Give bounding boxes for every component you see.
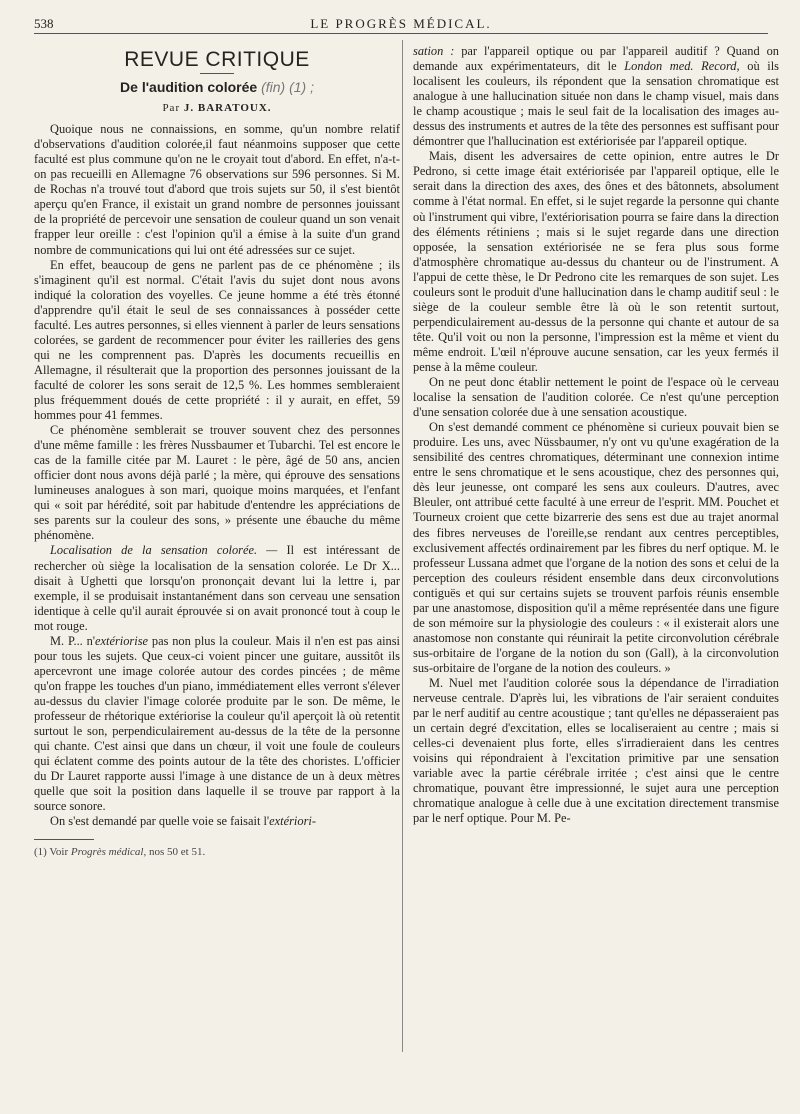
italic-term: London med. Record, — [624, 59, 740, 74]
paragraph-text: pas non plus la couleur. Mais il n'en est pas ainsi pour tous les sujets. Que ceux-ci voient pincer une guitare, aussitôt ils apercevront une image colorée autour des cordes pincées ; de même qu'on frappe les touches d'un piano, immédiatement elles verront s'élever au-dessus du clavier l'image colorée produite par le son. De même, le professeur de rhétorique extériorise la couleur qu'il aperçoit là où retentit surtout le son, perpendiculairement au-dessus de la tête de la personne qui chante. C'est ainsi que dans un chœur, il voit une foule de couleurs qui éclatent comme des points autour de la tête des choristes. L'officier du Dr Lauret rapporte aussi l'image à une distance de un à deux mètres quelle que soit la position dans laquelle il se trouve par rapport à la source sonore. — [34, 633, 400, 814]
italic-term: extériori- — [269, 814, 316, 829]
column-divider — [402, 40, 403, 1052]
footnote-rule — [34, 839, 94, 840]
paragraph-text: On s'est demandé par quelle voie se faisait l' — [50, 814, 270, 829]
paragraph — [413, 44, 779, 149]
left-column — [34, 44, 400, 859]
author-name: J. BARATOUX. — [183, 102, 272, 115]
footnote-journal: Progrès médical, — [70, 846, 147, 859]
italic-term: extériorise — [95, 633, 149, 648]
paragraph-text: Il est intéressant de rechercher où siège la localisation de la sensation colorée. Le Dr X... disait à Ughetti que lorsqu'on prononçait devant lui la lettre i, par exemple, il se produisait instantanément dans son cerveau une sensation identique à celle qu'il aurait éprouvée si on avait prononcé tout à coup le mot rouge. — [34, 543, 401, 633]
footnote-text: nos 50 et 51. — [146, 846, 206, 859]
footnote-text: (1) Voir — [34, 846, 71, 859]
subsection-heading: Localisation de la sensation colorée. — — [50, 543, 278, 558]
right-column — [413, 44, 779, 826]
footnote — [34, 845, 400, 859]
paragraph-text: M. P... n' — [50, 633, 96, 648]
paragraph: M. Nuel met l'audition colorée sous la dépendance de l'irradiation nerveuse centrale. D'après lui, les vibrations de l'air seraient conduites par le nerf auditif au centre acoustique ; tant qu'elles ne dépasseraient pas un certain degré d'excitation, elles se localiseraient au centre ; mais si celles-ci devenaient plus forte, elles s'irradieraient dans les centres voisins qui répondraient à l'excitation primitive par une sensation variable avec la partie cérébrale irritée ; c'est ainsi que le centre chromatique, pouvant être impressionné, le sujet aura une perception chromatique analogue à celle due à une excitation directement transmise par le nerf optique. Pour M. Pe- — [413, 675, 779, 826]
section-title: REVUE CRITIQUE — [124, 48, 310, 71]
page-number: 538 — [34, 16, 54, 31]
article-title — [34, 80, 400, 95]
title-rule — [200, 73, 234, 74]
header-rule — [34, 33, 768, 34]
byline — [34, 101, 400, 116]
paragraph: On s'est demandé comment ce phénomène si curieux pouvait bien se produire. Les uns, avec Nüssbaumer, n'y ont vu qu'une exagération de la sensibilité des centres chromatiques, déterminant une connexion intime entre le sens chromatique et le sens acoustique, chez des personnes qui, dès leur jeunesse, ont comparé les sens aux couleurs. D'autres, avec Bleuler, ont attribué cette faculté à une erreur de l'esprit. MM. Pouchet et Tourneux croient que cette bizarrerie des sens est due au trajet anormal des fibres nerveuses de l'oreille,se rendant aux centres perceptibles, exclusivement affectés ordinairement par les fibres du nerf optique. M. le professeur Lussana admet que l'organe de la notion des sons et celui de la perception des couleurs résident ensemble dans deux circonvolutions contiguës et qui sur certains sujets se trouvent parfois réunis ensemble par une anastomose, disposition qu'il a même représentée dans une figure de son mémoire sur la physiologie des couleurs : « il existerait alors une anastomose non constante qui réunirait la petite circonvolution cérébrale sus-orbitaire de l'organe de la notion du son (Gall), à la circonvolution sus-orbitaire de l'organe de la notion des couleurs. » — [413, 420, 779, 675]
paragraph-text: par l'appareil optique ou par l'appareil auditif ? Quand on demande aux expérimentateurs, dit le — [413, 44, 779, 74]
paragraph — [34, 543, 400, 633]
paragraph-text: où ils localisent les couleurs, ils répondent que la sensation chromatique est analogue à une hallucination située non dans le champ visuel, mais dans le champ acoustique ; mais le seul fait de la localisation des images au-dessus des instruments et autres de la tête des personnes est suffisant pour démontrer que l'hallucination est extériorisée par l'appareil optique. — [413, 59, 779, 149]
article-title-text: De l'audition colorée — [120, 79, 258, 96]
italic-term: sation : — [413, 44, 455, 58]
journal-title: LE PROGRÈS MÉDICAL. — [310, 16, 492, 31]
paragraph: En effet, beaucoup de gens ne parlent pas de ce phénomène ; ils s'imaginent qu'il est normal. C'était l'avis du sujet dont nous avons indiqué la coloration des voyelles. Ce jeune homme a été très étonné d'apprendre qu'il était le seul de ses connaissances à posséder cette faculté. Les autres personnes, si elles viennent à parler de leurs sensations colorées, se gardent de recommencer pour éviter les railleries des gens qui ne les comprennent pas. D'après les documents recueillis en Allemagne, il résulterait que la proportion des personnes jouissant de la faculté de colorer les sons serait de 12,5 %. Les hommes sembleraient plus fréquemment doués de cette propriété : il y aurait, en effet, 59 hommes pour 41 femmes. — [34, 257, 400, 423]
running-header — [34, 14, 768, 34]
paragraph — [34, 814, 400, 829]
paragraph — [34, 634, 400, 815]
paragraph: Mais, disent les adversaires de cette opinion, entre autres le Dr Pedrono, si cette image était extériorisée par l'appareil optique, elle le serait dans la direction des axes, des ônes et des bâtonnets, absolument comme à l'état normal. En effet, si le sujet regarde la personne qui chante où l'instrument qui vibre, l'extériorisation pourra se faire dans la direction des éléments rétiniens ; mais si le sujet regarde dans une direction opposée, la sensation extériorisée ne se fera plus sous forme d'atmosphère chromatique au-dessus du chanteur ou de l'instrument. A l'appui de cette thèse, le Dr Pedrono cite les remarques de son sujet. Les couleurs sont le produit d'une hallucination dans le champ auditif seul : le siège de la couleur semble être là où le son retentit surtout, perpendiculairement au-dessus de la personne qui chante et autour de sa tête. Qu'il voit ou non la personne, l'impression est la même et vient du même endroit. L'œil n'éprouve aucune sensation, car les yeux fermés il pense à la même couleur. — [413, 149, 779, 374]
paragraph: Ce phénomène semblerait se trouver souvent chez des personnes d'une même famille : les frères Nussbaumer et Tubarchi. Tel est encore le cas de la famille citée par M. Lauret : le père, âgé de 50 ans, ancien officier dont nous avons déjà parlé ; la mère, qui éprouve des sensations lumineuses analogues à son mari, quoique moins marquées, et l'enfant qui « soit par hérédité, soit par habitude d'entendre les appréciations de ses parents sur la couleur des sons, » présente une ébauche du même phénomène. — [34, 423, 400, 543]
byline-prefix: Par — [162, 102, 181, 115]
paragraph: Quoique nous ne connaissions, en somme, qu'un nombre relatif d'observations d'audition colorée,il faut néanmoins supposer que cette faculté est plus commune qu'on ne le croyait tout d'abord. En effet, n'a-t-on pas recueilli en Allemagne 76 observations sur 596 personnes. Si M. de Rochas n'a trouvé tout d'abord que trois sujets sur 50, il s'est bientôt aperçu qu'en France, il existait un grand nombre de personnes jouissant de la propriété de percevoir une sensation de couleur quand un son venait frapper leur oreille : c'est l'opinion qu'il a émise à la suite d'un grand nombre de communications qui lui ont été adressées sur ce sujet. — [34, 122, 400, 257]
paragraph: On ne peut donc établir nettement le point de l'espace où le cerveau localise la sensation de l'audition colorée. Ce n'est qu'une perception d'une sensation colorée due à une sensation acoustique. — [413, 375, 779, 420]
article-title-suffix: (fin) (1) ; — [261, 79, 314, 96]
